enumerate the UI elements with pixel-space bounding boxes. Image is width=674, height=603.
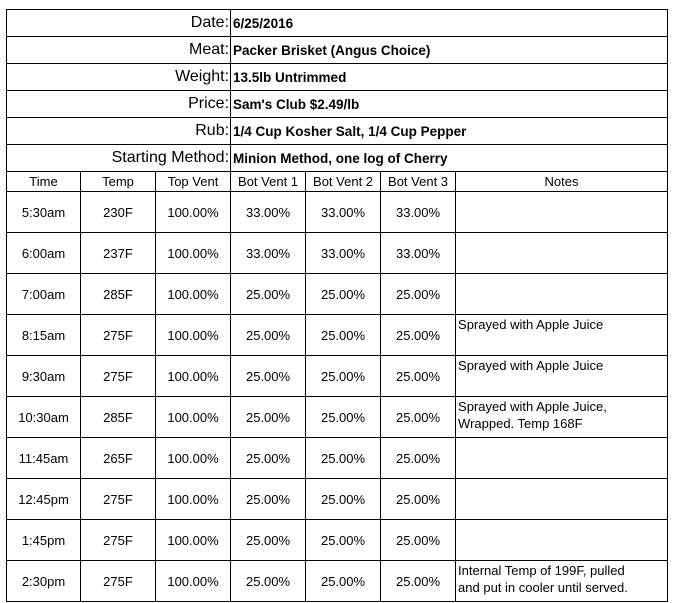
header-field-row: [7, 91, 668, 118]
temp-cell: 275F: [81, 315, 156, 356]
column-header: Bot Vent 3: [381, 172, 456, 192]
time-cell: 1:45pm: [7, 520, 81, 561]
bot-vent-1-cell: 25.00%: [231, 356, 306, 397]
top-vent-cell: 100.00%: [156, 192, 231, 233]
top-vent-cell: 100.00%: [156, 438, 231, 479]
bot-vent-3-cell: 25.00%: [381, 438, 456, 479]
top-vent-cell: 100.00%: [156, 315, 231, 356]
top-vent-cell: 100.00%: [156, 356, 231, 397]
bot-vent-1-cell: 25.00%: [231, 561, 306, 602]
bot-vent-1-cell: 25.00%: [231, 520, 306, 561]
notes-cell: [456, 438, 668, 479]
note-line: Sprayed with Apple Juice,: [458, 399, 607, 414]
header-field-row: [7, 145, 668, 172]
notes-cell: [456, 561, 668, 602]
temp-cell: 275F: [81, 356, 156, 397]
time-cell: 9:30am: [7, 356, 81, 397]
notes-cell: [456, 233, 668, 274]
time-cell: 6:00am: [7, 233, 81, 274]
bot-vent-3-cell: 25.00%: [381, 315, 456, 356]
bot-vent-2-cell: 25.00%: [306, 274, 381, 315]
bot-vent-3-cell: 33.00%: [381, 192, 456, 233]
column-header: Time: [7, 172, 81, 192]
header-field-value: Minion Method, one log of Cherry: [231, 145, 668, 172]
time-cell: 7:00am: [7, 274, 81, 315]
bot-vent-3-cell: 25.00%: [381, 274, 456, 315]
brisket-log-table: [6, 9, 668, 602]
header-field-value: Sam's Club $2.49/lb: [231, 91, 668, 118]
header-field-row: [7, 64, 668, 91]
top-vent-cell: 100.00%: [156, 520, 231, 561]
top-vent-cell: 100.00%: [156, 397, 231, 438]
header-field-label: Date:: [7, 10, 231, 37]
top-vent-cell: 100.00%: [156, 561, 231, 602]
bot-vent-2-cell: 33.00%: [306, 192, 381, 233]
bot-vent-1-cell: 25.00%: [231, 315, 306, 356]
notes-cell: [456, 397, 668, 438]
bot-vent-2-cell: 25.00%: [306, 479, 381, 520]
notes-cell: [456, 479, 668, 520]
table-row: [7, 438, 668, 479]
header-field-label: Price:: [7, 91, 231, 118]
bot-vent-1-cell: 33.00%: [231, 192, 306, 233]
top-vent-cell: 100.00%: [156, 233, 231, 274]
column-header: Notes: [456, 172, 668, 192]
column-header: Bot Vent 1: [231, 172, 306, 192]
time-cell: 5:30am: [7, 192, 81, 233]
note-line: Wrapped. Temp 168F: [458, 416, 583, 431]
header-field-value: 6/25/2016: [231, 10, 668, 37]
table-row: [7, 397, 668, 438]
temp-cell: 285F: [81, 274, 156, 315]
table-row: [7, 356, 668, 397]
table-row: [7, 192, 668, 233]
header-field-value: Packer Brisket (Angus Choice): [231, 37, 668, 64]
bot-vent-3-cell: 25.00%: [381, 561, 456, 602]
temp-cell: 230F: [81, 192, 156, 233]
header-field-label: Rub:: [7, 118, 231, 145]
notes-cell: [456, 356, 668, 397]
temp-cell: 275F: [81, 520, 156, 561]
header-field-label: Meat:: [7, 37, 231, 64]
column-header: Bot Vent 2: [306, 172, 381, 192]
table-row: [7, 233, 668, 274]
bot-vent-2-cell: 25.00%: [306, 438, 381, 479]
header-field-row: [7, 10, 668, 37]
bot-vent-3-cell: 25.00%: [381, 397, 456, 438]
note-line: Internal Temp of 199F, pulled: [458, 563, 625, 578]
temp-cell: 275F: [81, 479, 156, 520]
temp-cell: 275F: [81, 561, 156, 602]
bot-vent-1-cell: 25.00%: [231, 397, 306, 438]
bot-vent-1-cell: 25.00%: [231, 438, 306, 479]
temp-cell: 265F: [81, 438, 156, 479]
header-field-row: [7, 118, 668, 145]
table-body: [7, 10, 668, 602]
time-cell: 2:30pm: [7, 561, 81, 602]
note-line: Sprayed with Apple Juice: [458, 358, 604, 373]
bot-vent-2-cell: 25.00%: [306, 315, 381, 356]
column-header: Top Vent: [156, 172, 231, 192]
note-line: and put in cooler until served.: [458, 580, 628, 595]
header-field-label: Weight:: [7, 64, 231, 91]
temp-cell: 285F: [81, 397, 156, 438]
header-field-value: 1/4 Cup Kosher Salt, 1/4 Cup Pepper: [231, 118, 668, 145]
bot-vent-3-cell: 25.00%: [381, 356, 456, 397]
bot-vent-2-cell: 25.00%: [306, 356, 381, 397]
bot-vent-1-cell: 25.00%: [231, 479, 306, 520]
note-line: Sprayed with Apple Juice: [458, 317, 604, 332]
bot-vent-1-cell: 33.00%: [231, 233, 306, 274]
table-row: [7, 274, 668, 315]
bot-vent-2-cell: 25.00%: [306, 520, 381, 561]
time-cell: 10:30am: [7, 397, 81, 438]
column-header-row: [7, 172, 668, 192]
time-cell: 12:45pm: [7, 479, 81, 520]
bot-vent-3-cell: 25.00%: [381, 479, 456, 520]
bot-vent-3-cell: 33.00%: [381, 233, 456, 274]
time-cell: 11:45am: [7, 438, 81, 479]
header-field-label: Starting Method:: [7, 145, 231, 172]
bot-vent-3-cell: 25.00%: [381, 520, 456, 561]
column-header: Temp: [81, 172, 156, 192]
table-row: [7, 561, 668, 602]
header-field-value: 13.5lb Untrimmed: [231, 64, 668, 91]
notes-cell: [456, 274, 668, 315]
notes-cell: [456, 192, 668, 233]
bot-vent-2-cell: 25.00%: [306, 397, 381, 438]
header-field-row: [7, 37, 668, 64]
bot-vent-1-cell: 25.00%: [231, 274, 306, 315]
table-row: [7, 520, 668, 561]
temp-cell: 237F: [81, 233, 156, 274]
bot-vent-2-cell: 25.00%: [306, 561, 381, 602]
time-cell: 8:15am: [7, 315, 81, 356]
notes-cell: [456, 315, 668, 356]
table-row: [7, 315, 668, 356]
top-vent-cell: 100.00%: [156, 479, 231, 520]
top-vent-cell: 100.00%: [156, 274, 231, 315]
bot-vent-2-cell: 33.00%: [306, 233, 381, 274]
table-row: [7, 479, 668, 520]
notes-cell: [456, 520, 668, 561]
